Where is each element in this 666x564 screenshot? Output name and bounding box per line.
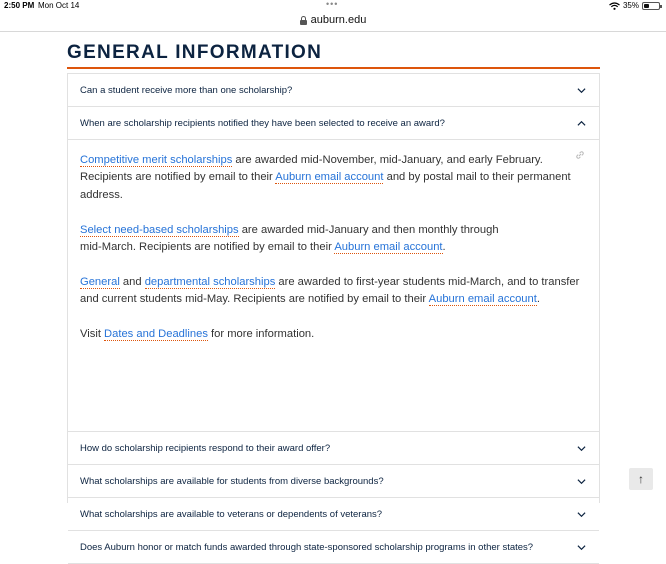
faq-answer-panel — [68, 140, 599, 432]
chevron-down-icon[interactable] — [577, 86, 586, 95]
wifi-icon — [609, 2, 620, 10]
need-based-link[interactable]: Select need-based scholarships — [80, 223, 239, 236]
answer-paragraph: Competitive merit scholarships are awarded mid-November, mid-January, and early February. Recipients are notified by email to their Auburn email account and by postal mail to their permanent address. — [80, 154, 571, 201]
faq-accordion — [67, 73, 600, 553]
toolbar-divider — [0, 31, 666, 32]
faq-question: When are scholarship recipients notified they have been selected to receive an award? — [80, 117, 445, 129]
auburn-email-link[interactable]: Auburn email account — [334, 241, 443, 254]
answer-paragraph: General and departmental scholarships are awarded to first-year students mid-March, and to transfer and current students mid-May. Recipients are notified by email to their Auburn email account. — [80, 275, 580, 306]
status-date: Mon Oct 14 — [38, 1, 80, 10]
status-time: 2:50 PM — [4, 1, 35, 10]
back-to-top-button[interactable] — [629, 468, 653, 490]
chevron-down-icon[interactable] — [577, 477, 586, 486]
battery-icon — [642, 2, 660, 10]
answer-paragraph: Select need-based scholarships are awarded mid-January and then monthly through mid-March. Recipients are notified by email to their Auburn email account. — [80, 223, 499, 254]
auburn-email-link[interactable]: Auburn email account — [428, 293, 537, 306]
faq-item-notification[interactable] — [68, 107, 599, 140]
faq-item-veterans[interactable] — [68, 498, 599, 531]
faq-question: What scholarships are available for students from diverse backgrounds? — [80, 475, 384, 487]
faq-question: Can a student receive more than one scholarship? — [80, 84, 293, 96]
link-icon[interactable] — [575, 150, 585, 160]
chevron-down-icon[interactable] — [577, 444, 586, 453]
dates-deadlines-link[interactable]: Dates and Deadlines — [104, 328, 208, 341]
address-bar[interactable] — [0, 10, 666, 30]
chevron-down-icon[interactable] — [577, 543, 586, 552]
departmental-scholarships-link[interactable]: departmental scholarships — [144, 275, 276, 288]
chevron-down-icon[interactable] — [577, 510, 586, 519]
lock-icon — [300, 16, 307, 24]
faq-item-respond-offer[interactable] — [68, 432, 599, 465]
faq-question: What scholarships are available to veterans or dependents of veterans? — [80, 508, 383, 520]
answer-paragraph: Visit Dates and Deadlines for more information. — [80, 328, 315, 341]
faq-question: Does Auburn honor or match funds awarded through state-sponsored scholarship programs in other states? — [80, 541, 534, 553]
status-right — [609, 1, 660, 10]
general-scholarships-link[interactable]: General — [80, 275, 120, 288]
faq-item-multiple-scholarships[interactable] — [68, 74, 599, 107]
auburn-email-link[interactable]: Auburn email account — [275, 171, 384, 184]
arrow-up-icon: ↑ — [638, 472, 644, 486]
multitasking-dots[interactable]: ••• — [326, 0, 339, 9]
faq-item-diverse-backgrounds[interactable] — [68, 465, 599, 498]
chevron-up-icon[interactable] — [577, 119, 586, 128]
url-text: auburn.edu — [310, 14, 367, 26]
faq-item-state-programs[interactable] — [68, 531, 599, 564]
page-title: GENERAL INFORMATION — [67, 42, 323, 63]
competitive-merit-link[interactable]: Competitive merit scholarships — [80, 154, 233, 166]
heading-underline — [67, 67, 600, 69]
battery-percent: 35% — [622, 1, 639, 10]
faq-question: How do scholarship recipients respond to their award offer? — [80, 442, 331, 454]
